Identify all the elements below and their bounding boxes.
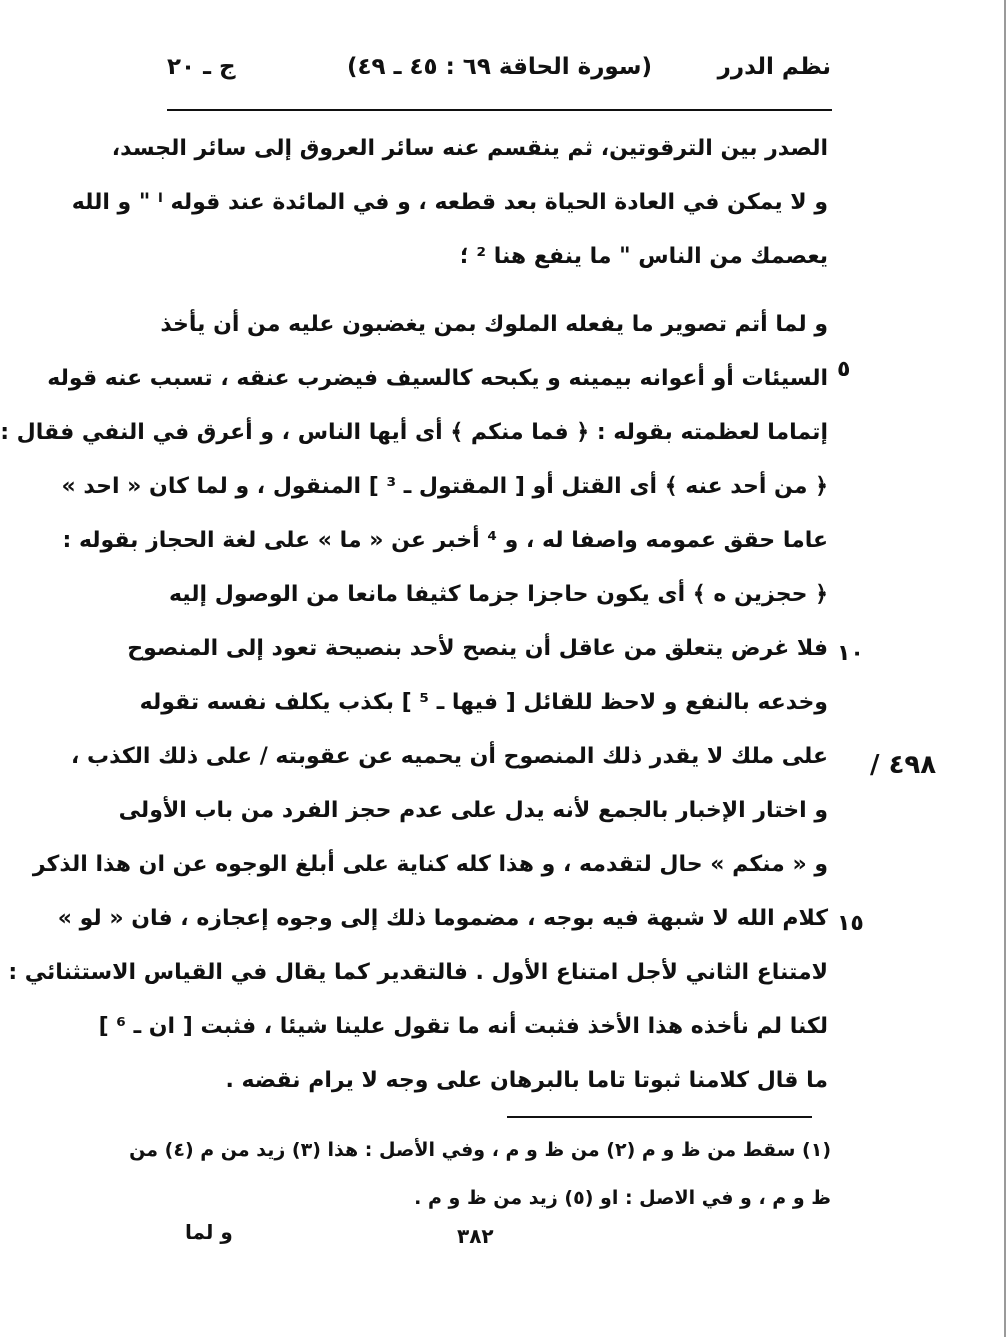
page-header: [167, 54, 831, 94]
footnote-line: ظ و م ، و في الاصل : او (٥) زيد من ظ و م .: [414, 1187, 831, 1209]
text-line: الصدر بين الترقوتين، ثم ينقسم عنه سائر العروق إلى سائر الجسد،: [111, 136, 828, 161]
text-line: لكنا لم نأخذه هذا الأخذ فثبت أنه ما تقول علينا شيئا ، فثبت [ ان ـ ⁶ ]: [98, 1014, 828, 1039]
text-line: ﴿ حجزين ه ﴾ أى يكون حاجزا جزما كثيفا مانعا من الوصول إليه: [168, 582, 828, 607]
text-line: ﴿ من أحد عنه ﴾ أى القتل أو [ المقتول ـ ³ ] المنقول ، و لما كان « احد »: [61, 474, 828, 499]
text-line: على ملك لا يقدر ذلك المنصوح أن يحميه عن عقوبته / على ذلك الكذب ،: [70, 744, 828, 769]
footnote-divider: [507, 1116, 812, 1118]
text-line: السيئات أو أعوانه بيمينه و يكبحه كالسيف فيضرب عنقه ، تسبب عنه قوله: [47, 366, 828, 391]
book-title: نظم الدرر: [717, 54, 831, 80]
manuscript-page-reference: ٤٩٨ /: [870, 750, 937, 780]
text-line: وخدعه بالنفع و لاحظ للقائل [ فيها ـ ⁵ ] بكذب يكلف نفسه تقوله: [139, 690, 828, 715]
surah-reference: (سورة الحاقة ٦٩ : ٤٥ ـ ٤٩): [347, 54, 652, 80]
text-line: ما قال كلامنا ثبوتا تاما بالبرهان على وجه لا يرام نقضه .: [225, 1068, 828, 1093]
text-line: إتماما لعظمته بقوله : ﴿ فما منكم ﴾ أى أيها الناس ، و أعرق في النفي فقال :: [0, 420, 828, 445]
text-line: و لا يمكن في العادة الحياة بعد قطعه ، و في المائدة عند قوله ˡ " و الله: [71, 190, 828, 215]
page-number: ٣٨٢: [457, 1224, 494, 1248]
line-number-10: ١٠: [837, 641, 864, 666]
text-line: و « منكم » حال لتقدمه ، و هذا كله كناية على أبلغ الوجوه عن ان هذا الذكر: [32, 852, 828, 877]
paragraph-gap: [173, 290, 828, 304]
footnote-line: (١) سقط من ظ و م (٢) من ظ و م ، وفي الأصل : هذا (٣) زيد من م (٤) من: [129, 1139, 831, 1161]
text-line: يعصمك من الناس " ما ينفع هنا ² ؛: [459, 244, 828, 269]
text-line: فلا غرض يتعلق من عاقل أن ينصح لأحد بنصيحة تعود إلى المنصوح: [127, 636, 828, 661]
line-number-15: ١٥: [837, 911, 864, 936]
header-rule: [167, 109, 832, 111]
text-line: و لما أتم تصوير ما يفعله الملوك بمن يغضبون عليه من أن يأخذ: [160, 312, 828, 337]
catchword: و لما: [185, 1220, 233, 1244]
line-number-5: ٥: [837, 357, 851, 382]
text-line: عاما حقق عمومه واصفا له ، و ⁴ أخبر عن « ما » على لغة الحجاز بقوله :: [62, 528, 828, 553]
text-line: كلام الله لا شبهة فيه بوجه ، مضموما ذلك إلى وجوه إعجازه ، فان « لو »: [57, 906, 828, 931]
volume-number: ج ـ ٢٠: [167, 54, 236, 80]
main-text: [0, 128, 828, 1114]
footnotes: [129, 1133, 831, 1229]
text-line: لامتناع الثاني لأجل امتناع الأول . فالتقدير كما يقال في القياس الاستثنائي :: [8, 960, 828, 985]
text-line: و اختار الإخبار بالجمع لأنه يدل على عدم حجز الفرد من باب الأولى: [118, 798, 828, 823]
